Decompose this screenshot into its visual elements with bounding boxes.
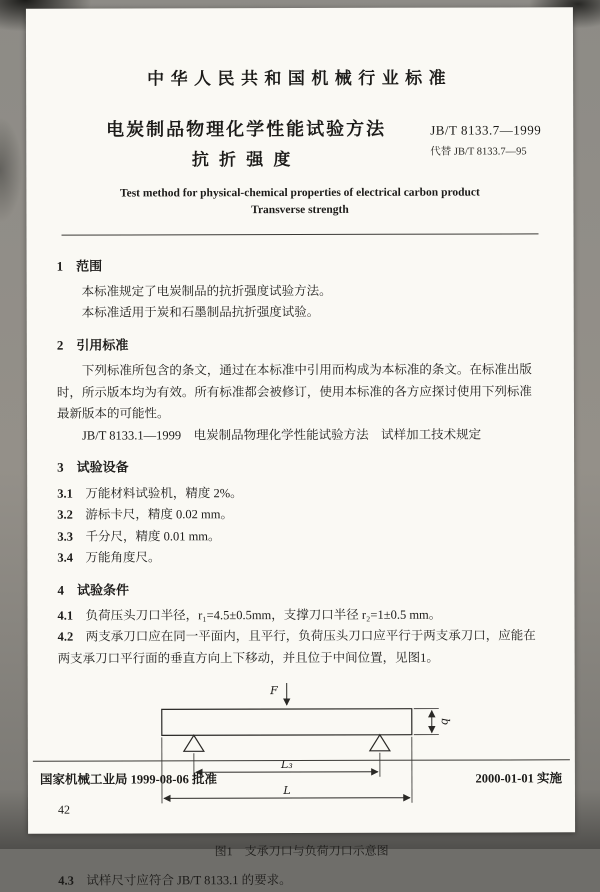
section-heading-scope: [57, 254, 544, 278]
page-number: 42: [58, 803, 70, 818]
divider-top: [62, 233, 539, 235]
implementation-note: 2000-01-01 实施: [475, 768, 561, 786]
clause: [57, 604, 544, 627]
title-block: [56, 114, 543, 173]
replaces-note: 代替 JB/T 8133.7—95: [430, 143, 541, 158]
document-title-line2: 抗折强度: [76, 145, 417, 171]
figure-diagram: [136, 679, 466, 830]
section-title: 试验条件: [77, 582, 129, 597]
paragraph: 下列标准所包含的条文，通过在本标准中引用而构成为本标准的条文。在标准出版时，所示版本均为有效。所有标准都会被修订，使用本标准的各方应探讨使用下列标准最新版本的可能性。: [57, 360, 544, 426]
standard-number-block: [430, 122, 541, 158]
section-heading-conditions: [57, 578, 544, 602]
b-label: b: [438, 719, 451, 726]
clause-text: 两支承刀口应在同一平面内，且平行，负荷压头刀口应平行于两支承刀口，应能在两支承刀口平行面的垂直方向上下移动，并且位于中间位置，见图1。: [58, 629, 536, 666]
clause: [58, 869, 545, 892]
paragraph: 本标准规定了电炭制品的抗折强度试验方法。: [57, 280, 544, 303]
clause-number: 3.1: [57, 486, 73, 500]
clause-number: 3.3: [57, 529, 73, 543]
clause-number: 3.2: [57, 508, 73, 522]
clause-number: 4.3: [58, 873, 74, 887]
section-heading-equipment: [57, 456, 544, 480]
force-label: F: [269, 684, 278, 697]
section-number: 1: [57, 258, 64, 273]
section-title: 试验设备: [77, 460, 129, 475]
document-title-line1: 电炭制品物理化学性能试验方法: [76, 115, 417, 142]
clause-text: 千分尺，精度 0.01 mm。: [85, 529, 220, 543]
span-label: L₃: [280, 758, 293, 771]
section-title: 范围: [76, 258, 102, 273]
clause-text: 试样尺寸应符合 JB/T 8133.1 的要求。: [86, 873, 291, 888]
length-label: L: [282, 784, 290, 797]
section-number: 3: [57, 460, 64, 475]
support-left: [183, 736, 203, 752]
clause-text: 万能材料试验机，精度 2%。: [85, 486, 242, 500]
standard-type-heading: 中华人民共和国机械行业标准: [56, 63, 543, 89]
section-heading-references: [57, 333, 544, 357]
section-number: 4: [57, 582, 64, 597]
clause-number: 4.1: [57, 609, 73, 623]
clause-text: 万能角度尺。: [85, 550, 160, 564]
clause: [57, 503, 544, 526]
clause-number: 4.2: [58, 630, 74, 644]
figure-1: [58, 679, 545, 838]
clause: [57, 482, 544, 505]
clause: [57, 546, 544, 569]
specimen-beam: [161, 709, 411, 736]
english-title-line1: Test method for physical-chemical properties of electrical carbon product: [56, 184, 543, 203]
clause-number: 3.4: [57, 551, 73, 565]
support-right: [369, 735, 389, 751]
clause: [57, 525, 544, 548]
approval-note: 国家机械工业局 1999-08-06 批准: [40, 769, 217, 787]
figure-caption: 图1 支承刀口与负荷刀口示意图: [58, 840, 545, 862]
footer: [40, 768, 562, 787]
clause-text: 游标卡尺，精度 0.02 mm。: [85, 507, 233, 521]
document-body: [57, 254, 546, 892]
standard-number: JB/T 8133.7—1999: [430, 122, 541, 138]
section-number: 2: [57, 337, 64, 352]
referenced-standard: JB/T 8133.1—1999 电炭制品物理化学性能试验方法 试样加工技术规定: [57, 424, 544, 447]
clause: [58, 626, 545, 670]
length-dimension-line: [163, 798, 409, 799]
clause-text: 负荷压头刀口半径，r₁=4.5±0.5mm，支撑刀口半径 r₂=1±0.5 mm。: [86, 608, 442, 623]
english-title-line2: Transverse strength: [56, 202, 543, 221]
section-title: 引用标准: [76, 337, 128, 352]
document-page: [26, 7, 575, 833]
paragraph: 本标准适用于炭和石墨制品抗折强度试验。: [57, 302, 544, 325]
